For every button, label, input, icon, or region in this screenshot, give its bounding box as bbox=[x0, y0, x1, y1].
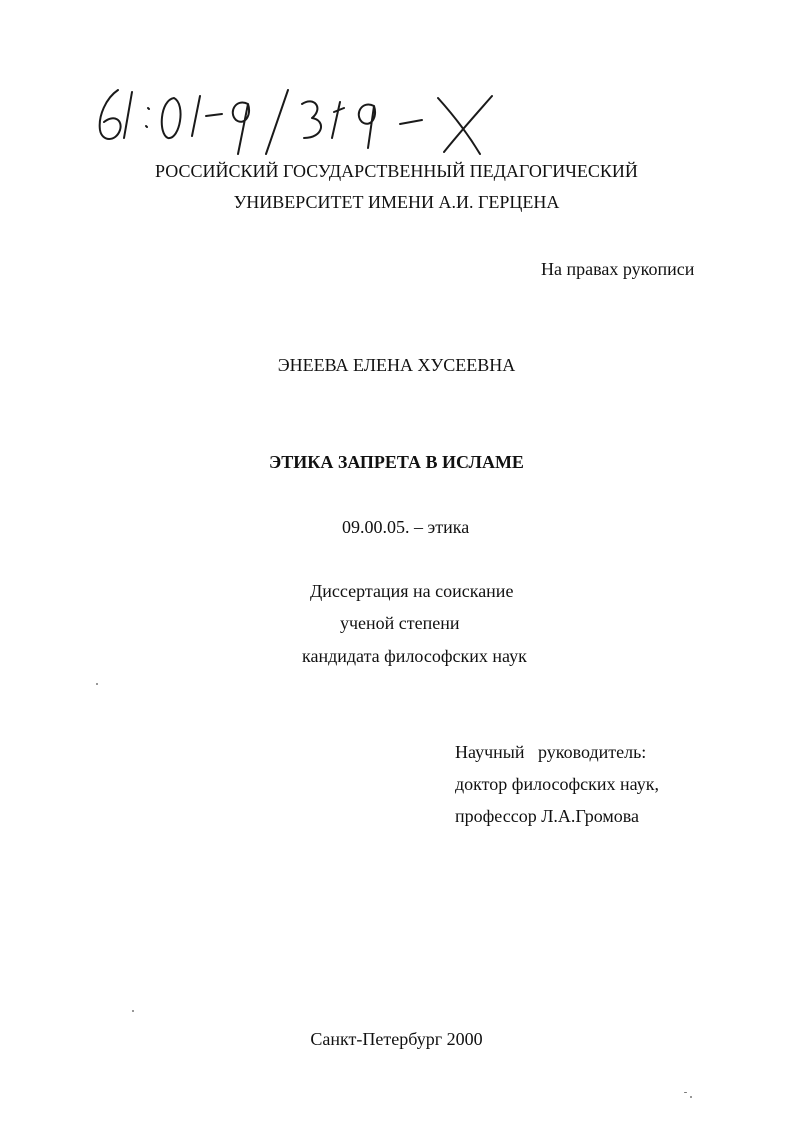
manuscript-rights-note: На правах рукописи bbox=[541, 259, 695, 279]
city-and-year: Санкт-Петербург 2000 bbox=[310, 1029, 483, 1049]
specialty-code: 09.00.05. – этика bbox=[342, 517, 470, 537]
supervisor-name: профессор Л.А.Громова bbox=[455, 806, 639, 826]
scan-speck bbox=[132, 1010, 134, 1012]
university-name-line-1: РОССИЙСКИЙ ГОСУДАРСТВЕННЫЙ ПЕДАГОГИЧЕСКИЙ bbox=[155, 161, 638, 181]
university-name-line-2: УНИВЕРСИТЕТ ИМЕНИ А.И. ГЕРЦЕНА bbox=[233, 192, 560, 212]
dissertation-purpose-line-1: Диссертация на соискание bbox=[310, 581, 514, 601]
dissertation-purpose-line-3: кандидата философских наук bbox=[302, 646, 527, 666]
dissertation-purpose-line-2: ученой степени bbox=[340, 613, 460, 633]
scan-speck bbox=[96, 683, 98, 685]
handwritten-catalog-number bbox=[88, 68, 558, 168]
handwritten-catalog-number-drawing bbox=[88, 68, 558, 168]
dissertation-title: ЭТИКА ЗАПРЕТА В ИСЛАМЕ bbox=[269, 452, 524, 472]
author-name: ЭНЕЕВА ЕЛЕНА ХУСЕЕВНА bbox=[277, 355, 516, 375]
supervisor-degree: доктор философских наук, bbox=[455, 774, 659, 794]
scan-speck bbox=[690, 1096, 692, 1098]
supervisor-heading: Научный руководитель: bbox=[455, 742, 647, 762]
scan-speck bbox=[684, 1092, 687, 1093]
